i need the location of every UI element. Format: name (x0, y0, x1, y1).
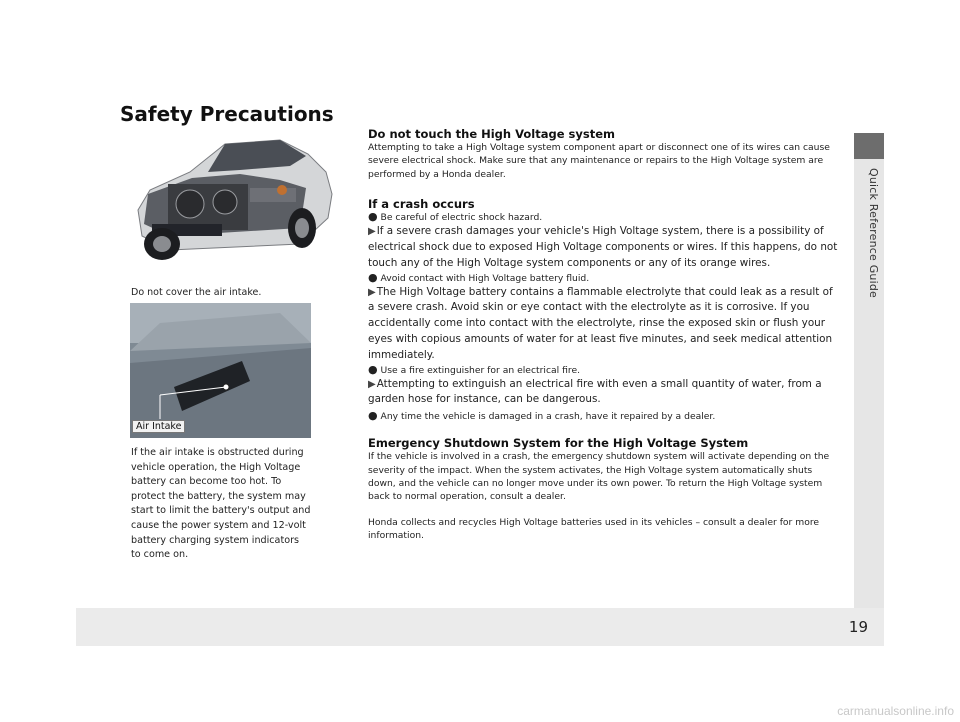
bullet-icon: ● (368, 362, 378, 376)
car-cutaway-illustration (130, 132, 340, 267)
section-recycling (368, 516, 838, 543)
section-crash (368, 198, 838, 423)
arrow-icon: ▶ (368, 378, 376, 390)
bullet-text: Any time the vehicle is damaged in a crash, have it repaired by a dealer. (380, 411, 716, 423)
bullet-item (368, 272, 838, 285)
paragraph-recycling: Honda collects and recycles High Voltage batteries used in its vehicles – consult a dealer for more information. (368, 516, 820, 542)
bullet-icon: ● (368, 270, 378, 284)
section-emergency-shutdown (368, 437, 838, 504)
air-intake-photo-drawing (130, 303, 311, 438)
page-number: 19 (848, 618, 868, 636)
bullet-item (368, 364, 838, 377)
bullet-item (368, 410, 838, 423)
air-intake-caption: Do not cover the air intake. (131, 287, 262, 298)
air-intake-note: If the air intake is obstructed during vehicle operation, the High Voltage battery can become too hot. To protect the battery, the system may start to limit the battery's output and cause the power system and 12-volt battery charging system indicators to come on. (131, 447, 311, 561)
arrow-icon: ▶ (368, 286, 376, 298)
air-intake-label: Air Intake (132, 420, 185, 433)
arrow-paragraph (368, 285, 838, 364)
arrow-text: Attempting to extinguish an electrical fire with even a small quantity of water, from a garden hose for instance, can be dangerous. (368, 377, 822, 406)
page-title: Safety Precautions (120, 102, 334, 126)
arrow-text: If a severe crash damages your vehicle's High Voltage system, there is a possibility of electrical shock due to exposed High Voltage components or wires. If this happens, do not touch any of the High Voltage system components or any of its orange wires. (368, 225, 838, 269)
bullet-text: Use a fire extinguisher for an electrical fire. (380, 364, 581, 376)
arrow-icon: ▶ (368, 226, 376, 238)
bullet-text: Be careful of electric shock hazard. (380, 212, 543, 224)
side-tab-label: Quick Reference Guide (867, 168, 880, 298)
heading-emergency-shutdown: Emergency Shutdown System for the High Voltage System (368, 436, 749, 451)
arrow-paragraph (368, 377, 838, 409)
bullet-item (368, 211, 838, 224)
bullet-icon: ● (368, 210, 378, 224)
heading-crash: If a crash occurs (368, 197, 475, 212)
heading-do-not-touch: Do not touch the High Voltage system (368, 127, 615, 141)
air-intake-photo (130, 303, 311, 438)
side-tab-marker (854, 133, 884, 159)
paragraph-emergency-shutdown: If the vehicle is involved in a crash, the emergency shutdown system will activate depending on the severity of the impact. When the system activates, the High Voltage system automatically shuts down, and the vehicle can no longer move under its own power. To return the High Voltage system back to normal operation, consult a dealer. (368, 451, 830, 503)
bullet-text: Avoid contact with High Voltage battery fluid. (380, 272, 590, 284)
main-content (368, 128, 838, 543)
arrow-paragraph (368, 224, 838, 271)
arrow-text: The High Voltage battery contains a flammable electrolyte that could leak as a result of a severe crash. Avoid skin or eye contact with the electrolyte as it is corrosive. If you accidentally come into contact with the electrolyte, rinse the exposed skin or flush your eyes with copious amounts of water for at least five minutes, and seek medical attention immediately. (368, 285, 833, 361)
site-watermark: carmanualsonline.info (837, 704, 954, 718)
paragraph-do-not-touch: Attempting to take a High Voltage system component apart or disconnect one of its wires can cause severe electrical shock. Make sure that any maintenance or repairs to the High Voltage system are performed by a Honda dealer. (368, 142, 830, 180)
section-high-voltage (368, 128, 838, 181)
bullet-icon: ● (368, 409, 378, 423)
footer-band (76, 608, 884, 646)
